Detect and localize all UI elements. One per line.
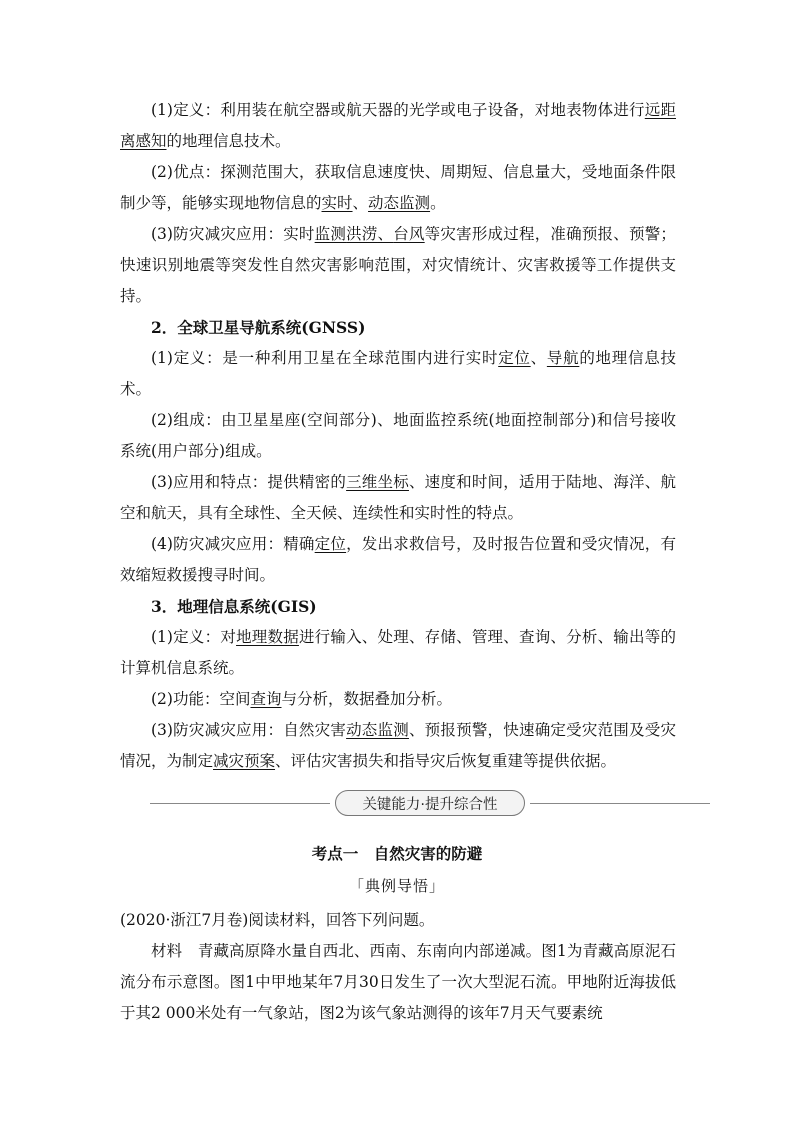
gnss-features: (3)应用和特点：提供精密的三维坐标、速度和时间，适用于陆地、海洋、航空和航天，具有全球性、全天候、连续性和实时性的特点。 — [120, 473, 676, 522]
kaodian-title: 考点一 自然灾害的防避 — [311, 844, 483, 863]
para-number: (1) — [151, 628, 173, 646]
rs-advantages: (2)优点：探测范围大，获取信息速度快、周期短、信息量大，受地面条件限制少等，能够实现地物信息的实时、动态监测。 — [120, 163, 676, 212]
para-number: (1) — [151, 349, 173, 367]
rs-disaster-application: (3)防灾减灾应用：实时监测洪涝、台风等灾害形成过程，准确预报、预警；快速识别地震等突发性自然灾害影响范围，对灾情统计、灾害救援等工作提供支持。 — [120, 225, 676, 305]
divider-line — [530, 803, 710, 804]
para-number: (3) — [151, 473, 173, 491]
key-term: 查询 — [250, 690, 282, 708]
key-term: 地理数据 — [236, 628, 299, 646]
key-term: 定位 — [498, 349, 531, 367]
para-number: (2) — [151, 690, 173, 708]
para-number: (2) — [151, 411, 173, 429]
key-term: 台风 — [393, 225, 425, 243]
key-term: 动态监测 — [368, 194, 431, 212]
example-material: 材料 青藏高原降水量自西北、西南、东南向内部递减。图1为青藏高原泥石流分布示意图。图1中甲地某年7月30日发生了一次大型泥石流。甲地附近海拔低于其2 000米处有一气象站，图2为该气象站测得的该年7月天气要素统 — [120, 942, 676, 1022]
divider-line — [150, 803, 330, 804]
banner-label: 关键能力·提升综合性 — [335, 790, 525, 816]
gnss-definition: (1)定义：是一种利用卫星在全球范围内进行实时定位、导航的地理信息技术。 — [120, 349, 676, 398]
key-term: 定位 — [314, 535, 347, 553]
key-term: 、 — [377, 225, 394, 243]
key-term: 三维坐标 — [346, 473, 409, 491]
example-source: (2020·浙江7月卷)阅读材料，回答下列问题。 — [120, 911, 435, 929]
para-number: (2) — [151, 163, 173, 181]
para-number: (4) — [151, 535, 173, 553]
key-term: 减灾预案 — [213, 752, 276, 770]
gnss-disaster-application: (4)防灾减灾应用：精确定位，发出求救信号，及时报告位置和受灾情况，有效缩短救援搜寻时间。 — [120, 535, 676, 584]
gis-function: (2)功能：空间查询与分析，数据叠加分析。 — [151, 690, 453, 708]
gis-heading: 3．地理信息系统(GIS) — [151, 597, 317, 616]
gnss-composition: (2)组成：由卫星星座(空间部分)、地面监控系统(地面控制部分)和信号接收系统(用户部分)组成。 — [120, 411, 676, 460]
rs-definition: (1)定义：利用装在航空器或航天器的光学或电子设备，对地表物体进行远距离感知的地理信息技术。 — [120, 101, 676, 150]
gis-definition: (1)定义：对地理数据进行输入、处理、存储、管理、查询、分析、输出等的计算机信息系统。 — [120, 628, 676, 677]
dianli-title: 「典例导悟」 — [348, 877, 445, 895]
key-term: 导航 — [546, 349, 580, 367]
key-term: 动态监测 — [346, 721, 409, 739]
para-number: (3) — [151, 721, 173, 739]
para-number: (3) — [151, 225, 173, 243]
section-banner — [150, 790, 710, 816]
key-term: 远距离感知 — [120, 101, 676, 150]
gis-disaster-application: (3)防灾减灾应用：自然灾害动态监测、预报预警，快速确定受灾范围及受灾情况，为制定减灾预案、评估灾害损失和指导灾后恢复重建等提供依据。 — [120, 721, 676, 770]
key-term: 洪涝 — [346, 225, 378, 243]
para-number: (1) — [151, 101, 173, 119]
key-term: 实时 — [321, 194, 353, 212]
key-term: 监测 — [314, 225, 347, 243]
gnss-heading: 2．全球卫星导航系统(GNSS) — [151, 318, 366, 337]
